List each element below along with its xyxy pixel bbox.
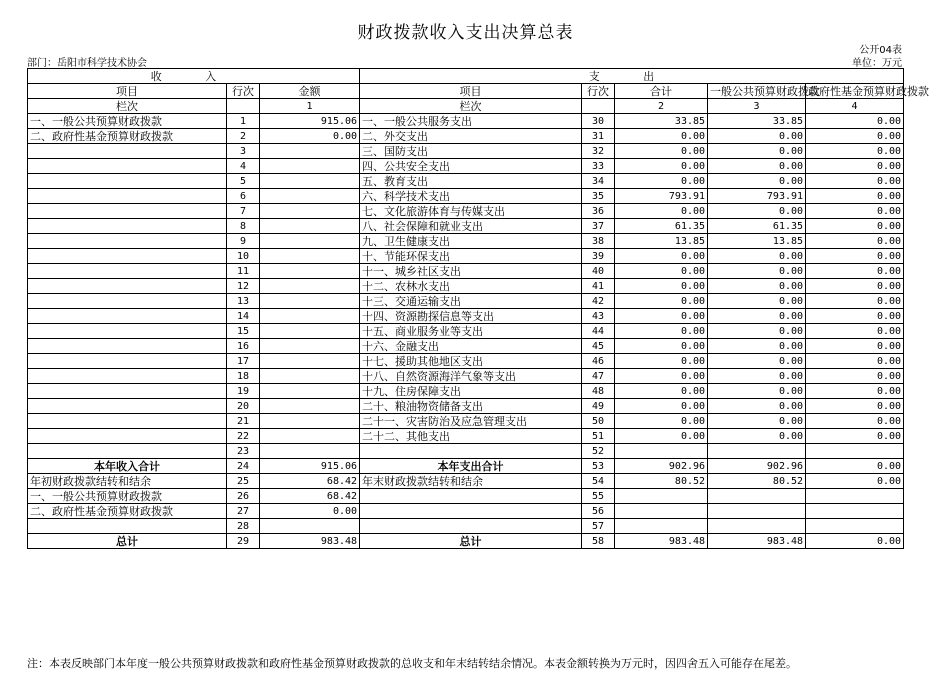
expense-total-cell: 0.00 [615,429,708,444]
income-amount-cell: 68.42 [260,474,360,489]
income-row-no-cell: 3 [227,144,260,159]
form-code: 公开04表 [859,45,902,56]
column-header-row [28,84,904,99]
income-item-cell [28,354,227,369]
income-row-no-cell: 21 [227,414,260,429]
income-item-cell [28,219,227,234]
expense-row-no-cell: 37 [582,219,615,234]
expense-total-cell [615,504,708,519]
section-header-row [28,69,904,84]
income-row-no-cell: 6 [227,189,260,204]
expense-total-cell: 793.91 [615,189,708,204]
income-amount-cell [260,174,360,189]
income-amount-cell: 0.00 [260,504,360,519]
gov-fund-cell: 0.00 [806,189,904,204]
expense-row-no-cell: 40 [582,264,615,279]
income-amount-cell [260,144,360,159]
income-amount-cell: 68.42 [260,489,360,504]
general-budget-cell: 0.00 [708,324,806,339]
table-row [28,414,904,429]
col-number-3: 3 [708,99,806,114]
department-label: 部门：岳阳市科学技术协会 [27,58,147,69]
income-item-cell [28,384,227,399]
expense-row-no-cell: 31 [582,129,615,144]
gov-fund-cell: 0.00 [806,204,904,219]
expense-item-cell: 九、卫生健康支出 [360,234,582,249]
income-row-no-cell: 26 [227,489,260,504]
table-row [28,384,904,399]
column-number-row [28,99,904,114]
col-number-label-2: 栏次 [360,99,582,114]
expense-total-cell: 0.00 [615,174,708,189]
income-row-no-cell: 11 [227,264,260,279]
gov-fund-cell: 0.00 [806,234,904,249]
col-header-gov-fund: 政府性基金预算财政拨款 [806,84,904,99]
expense-row-no-cell: 58 [582,534,615,549]
income-amount-cell [260,354,360,369]
expense-total-cell: 0.00 [615,354,708,369]
expense-total-cell [615,444,708,459]
expense-item-cell: 一、一般公共服务支出 [360,114,582,129]
general-budget-cell: 0.00 [708,264,806,279]
table-row [28,459,904,474]
expense-item-cell: 八、社会保障和就业支出 [360,219,582,234]
col-header-amount: 金额 [260,84,360,99]
gov-fund-cell: 0.00 [806,354,904,369]
income-amount-cell [260,264,360,279]
income-row-no-cell: 7 [227,204,260,219]
income-amount-cell: 915.06 [260,114,360,129]
general-budget-cell: 0.00 [708,414,806,429]
income-row-no-cell: 2 [227,129,260,144]
expense-total-cell: 0.00 [615,159,708,174]
gov-fund-cell [806,519,904,534]
general-budget-cell: 0.00 [708,369,806,384]
income-row-no-cell: 19 [227,384,260,399]
footnote: 注：本表反映部门本年度一般公共预算财政拨款和政府性基金预算财政拨款的总收支和年末结转结余情况。本表金额转换为万元时，因四舍五入可能存在尾差。 [27,657,797,670]
general-budget-cell: 902.96 [708,459,806,474]
col-header-item: 项目 [28,84,227,99]
income-row-no-cell: 13 [227,294,260,309]
expense-row-no-cell: 38 [582,234,615,249]
income-row-no-cell: 14 [227,309,260,324]
expense-total-cell: 0.00 [615,279,708,294]
income-amount-cell [260,309,360,324]
expense-total-cell: 0.00 [615,309,708,324]
gov-fund-cell: 0.00 [806,114,904,129]
expense-item-cell: 六、科学技术支出 [360,189,582,204]
gov-fund-cell: 0.00 [806,159,904,174]
income-item-cell [28,399,227,414]
expense-item-cell: 十一、城乡社区支出 [360,264,582,279]
expense-total-cell: 61.35 [615,219,708,234]
general-budget-cell: 13.85 [708,234,806,249]
income-item-cell [28,339,227,354]
table-row [28,204,904,219]
gov-fund-cell: 0.00 [806,249,904,264]
expense-row-no-cell: 49 [582,399,615,414]
expense-section-header: 支 出 [360,69,904,84]
table-row [28,519,904,534]
gov-fund-cell: 0.00 [806,279,904,294]
expense-row-no-cell: 34 [582,174,615,189]
income-item-cell [28,189,227,204]
gov-fund-cell: 0.00 [806,534,904,549]
income-row-no-cell: 25 [227,474,260,489]
income-amount-cell [260,339,360,354]
income-row-no-cell: 4 [227,159,260,174]
gov-fund-cell: 0.00 [806,474,904,489]
table-row [28,504,904,519]
expense-total-cell [615,519,708,534]
income-row-no-cell: 23 [227,444,260,459]
expense-total-cell: 33.85 [615,114,708,129]
col-number-4: 4 [806,99,904,114]
expense-row-no-cell: 32 [582,144,615,159]
expense-item-cell: 十六、金融支出 [360,339,582,354]
expense-item-cell: 十二、农林水支出 [360,279,582,294]
income-amount-cell [260,519,360,534]
expense-total-cell: 0.00 [615,324,708,339]
income-item-cell [28,309,227,324]
general-budget-cell: 0.00 [708,204,806,219]
table-row [28,129,904,144]
income-amount-cell [260,219,360,234]
table-row [28,264,904,279]
expense-item-cell: 总计 [360,534,582,549]
table-row [28,249,904,264]
expense-row-no-cell: 52 [582,444,615,459]
expense-item-cell [360,444,582,459]
general-budget-cell: 0.00 [708,399,806,414]
general-budget-cell [708,444,806,459]
general-budget-cell: 0.00 [708,339,806,354]
table-row [28,294,904,309]
income-item-cell [28,264,227,279]
col-header-general-budget: 一般公共预算财政拨款 [708,84,806,99]
gov-fund-cell: 0.00 [806,219,904,234]
income-row-no-cell: 22 [227,429,260,444]
income-row-no-cell: 10 [227,249,260,264]
expense-item-cell: 十、节能环保支出 [360,249,582,264]
gov-fund-cell: 0.00 [806,309,904,324]
expense-row-no-cell: 56 [582,504,615,519]
gov-fund-cell: 0.00 [806,264,904,279]
table-row [28,114,904,129]
gov-fund-cell [806,489,904,504]
gov-fund-cell: 0.00 [806,399,904,414]
income-amount-cell [260,189,360,204]
income-item-cell [28,174,227,189]
gov-fund-cell [806,504,904,519]
income-amount-cell [260,294,360,309]
table-row [28,444,904,459]
gov-fund-cell: 0.00 [806,294,904,309]
income-row-no-cell: 16 [227,339,260,354]
gov-fund-cell: 0.00 [806,369,904,384]
gov-fund-cell: 0.00 [806,459,904,474]
income-item-cell [28,429,227,444]
expense-item-cell: 十四、资源勘探信息等支出 [360,309,582,324]
expense-row-no-cell: 42 [582,294,615,309]
table-row [28,489,904,504]
expense-item-cell: 年末财政拨款结转和结余 [360,474,582,489]
general-budget-cell: 61.35 [708,219,806,234]
expense-item-cell: 三、国防支出 [360,144,582,159]
expense-row-no-cell: 55 [582,489,615,504]
general-budget-cell: 0.00 [708,129,806,144]
expense-item-cell: 四、公共安全支出 [360,159,582,174]
expense-total-cell: 0.00 [615,249,708,264]
budget-table [27,68,930,549]
table-row [28,144,904,159]
expense-row-no-cell: 30 [582,114,615,129]
table-row [28,234,904,249]
expense-total-cell: 0.00 [615,339,708,354]
col-number-2: 2 [615,99,708,114]
expense-total-cell: 0.00 [615,384,708,399]
expense-total-cell: 0.00 [615,204,708,219]
expense-total-cell: 80.52 [615,474,708,489]
expense-item-cell: 七、文化旅游体育与传媒支出 [360,204,582,219]
income-item-cell [28,144,227,159]
table-row [28,429,904,444]
income-item-cell [28,369,227,384]
expense-total-cell: 13.85 [615,234,708,249]
income-row-no-cell: 15 [227,324,260,339]
income-row-no-cell: 29 [227,534,260,549]
table-row [28,279,904,294]
income-amount-cell [260,414,360,429]
expense-item-cell: 二十、粮油物资储备支出 [360,399,582,414]
table-row [28,324,904,339]
general-budget-cell: 0.00 [708,294,806,309]
general-budget-cell: 793.91 [708,189,806,204]
gov-fund-cell: 0.00 [806,324,904,339]
income-amount-cell [260,249,360,264]
table-row [28,159,904,174]
table-row [28,339,904,354]
general-budget-cell [708,489,806,504]
report-title: 财政拨款收入支出决算总表 [357,23,574,43]
income-amount-cell [260,159,360,174]
general-budget-cell: 0.00 [708,249,806,264]
table-row [28,174,904,189]
general-budget-cell: 0.00 [708,429,806,444]
income-amount-cell [260,399,360,414]
expense-item-cell [360,519,582,534]
income-row-no-cell: 8 [227,219,260,234]
general-budget-cell [708,504,806,519]
income-row-no-cell: 24 [227,459,260,474]
income-item-cell [28,234,227,249]
income-amount-cell [260,429,360,444]
expense-item-cell [360,504,582,519]
expense-total-cell: 0.00 [615,414,708,429]
income-amount-cell [260,384,360,399]
expense-total-cell: 0.00 [615,369,708,384]
expense-total-cell: 0.00 [615,264,708,279]
expense-total-cell [615,489,708,504]
income-amount-cell [260,369,360,384]
expense-row-no-cell: 51 [582,429,615,444]
expense-row-no-cell: 44 [582,324,615,339]
table-row [28,309,904,324]
expense-row-no-cell: 46 [582,354,615,369]
income-row-no-cell: 20 [227,399,260,414]
income-row-no-cell: 12 [227,279,260,294]
general-budget-cell [708,519,806,534]
expense-item-cell: 十七、援助其他地区支出 [360,354,582,369]
table-row [28,369,904,384]
income-section-header: 收 入 [28,69,360,84]
income-row-no-cell: 27 [227,504,260,519]
expense-row-no-cell: 57 [582,519,615,534]
gov-fund-cell: 0.00 [806,174,904,189]
expense-row-no-cell: 33 [582,159,615,174]
general-budget-cell: 33.85 [708,114,806,129]
expense-total-cell: 0.00 [615,294,708,309]
expense-row-no-cell: 53 [582,459,615,474]
expense-item-cell: 二、外交支出 [360,129,582,144]
expense-row-no-cell: 45 [582,339,615,354]
income-amount-cell [260,204,360,219]
general-budget-cell: 0.00 [708,159,806,174]
income-amount-cell [260,279,360,294]
general-budget-cell: 983.48 [708,534,806,549]
expense-total-cell: 983.48 [615,534,708,549]
income-item-cell [28,204,227,219]
income-item-cell [28,444,227,459]
general-budget-cell: 0.00 [708,354,806,369]
gov-fund-cell: 0.00 [806,339,904,354]
gov-fund-cell: 0.00 [806,144,904,159]
income-item-cell [28,324,227,339]
income-item-cell: 一、一般公共预算财政拨款 [28,489,227,504]
expense-item-cell: 二十一、灾害防治及应急管理支出 [360,414,582,429]
income-amount-cell: 0.00 [260,129,360,144]
expense-total-cell: 0.00 [615,399,708,414]
expense-item-cell: 五、教育支出 [360,174,582,189]
unit-label: 单位：万元 [852,58,902,69]
col-header-row-no-2: 行次 [582,84,615,99]
expense-row-no-cell: 50 [582,414,615,429]
income-item-cell: 总计 [28,534,227,549]
income-amount-cell: 915.06 [260,459,360,474]
gov-fund-cell: 0.00 [806,384,904,399]
expense-row-no-cell: 43 [582,309,615,324]
income-row-no-cell: 1 [227,114,260,129]
table-row [28,354,904,369]
expense-item-cell: 十五、商业服务业等支出 [360,324,582,339]
col-header-total: 合计 [615,84,708,99]
income-item-cell: 二、政府性基金预算财政拨款 [28,504,227,519]
income-row-no-cell: 28 [227,519,260,534]
expense-item-cell: 本年支出合计 [360,459,582,474]
table-row [28,534,904,549]
table-row [28,474,904,489]
table-row [28,399,904,414]
income-amount-cell: 983.48 [260,534,360,549]
general-budget-cell: 0.00 [708,174,806,189]
expense-total-cell: 0.00 [615,144,708,159]
expense-row-no-cell: 48 [582,384,615,399]
expense-item-cell: 十三、交通运输支出 [360,294,582,309]
general-budget-cell: 0.00 [708,144,806,159]
income-item-cell [28,519,227,534]
col-number-label: 栏次 [28,99,227,114]
general-budget-cell: 0.00 [708,279,806,294]
table-body [28,114,904,549]
income-item-cell [28,159,227,174]
income-row-no-cell: 9 [227,234,260,249]
income-item-cell [28,294,227,309]
table-row [28,219,904,234]
gov-fund-cell: 0.00 [806,129,904,144]
col-number-1: 1 [260,99,360,114]
expense-row-no-cell: 35 [582,189,615,204]
gov-fund-cell: 0.00 [806,429,904,444]
income-item-cell: 年初财政拨款结转和结余 [28,474,227,489]
income-row-no-cell: 17 [227,354,260,369]
general-budget-cell: 80.52 [708,474,806,489]
col-number-blank-2 [582,99,615,114]
income-item-cell: 一、一般公共预算财政拨款 [28,114,227,129]
table-row [28,189,904,204]
expense-row-no-cell: 54 [582,474,615,489]
income-row-no-cell: 5 [227,174,260,189]
expense-row-no-cell: 39 [582,249,615,264]
col-number-blank [227,99,260,114]
income-row-no-cell: 18 [227,369,260,384]
income-amount-cell [260,324,360,339]
expense-item-cell: 十八、自然资源海洋气象等支出 [360,369,582,384]
expense-total-cell: 902.96 [615,459,708,474]
expense-total-cell: 0.00 [615,129,708,144]
income-amount-cell [260,444,360,459]
expense-item-cell: 十九、住房保障支出 [360,384,582,399]
col-header-item-2: 项目 [360,84,582,99]
col-header-row-no: 行次 [227,84,260,99]
income-item-cell [28,414,227,429]
income-item-cell: 本年收入合计 [28,459,227,474]
income-item-cell [28,279,227,294]
expense-row-no-cell: 36 [582,204,615,219]
expense-row-no-cell: 47 [582,369,615,384]
general-budget-cell: 0.00 [708,384,806,399]
gov-fund-cell [806,444,904,459]
income-item-cell [28,249,227,264]
general-budget-cell: 0.00 [708,309,806,324]
expense-item-cell: 二十二、其他支出 [360,429,582,444]
expense-row-no-cell: 41 [582,279,615,294]
gov-fund-cell: 0.00 [806,414,904,429]
income-amount-cell [260,234,360,249]
income-item-cell: 二、政府性基金预算财政拨款 [28,129,227,144]
expense-item-cell [360,489,582,504]
